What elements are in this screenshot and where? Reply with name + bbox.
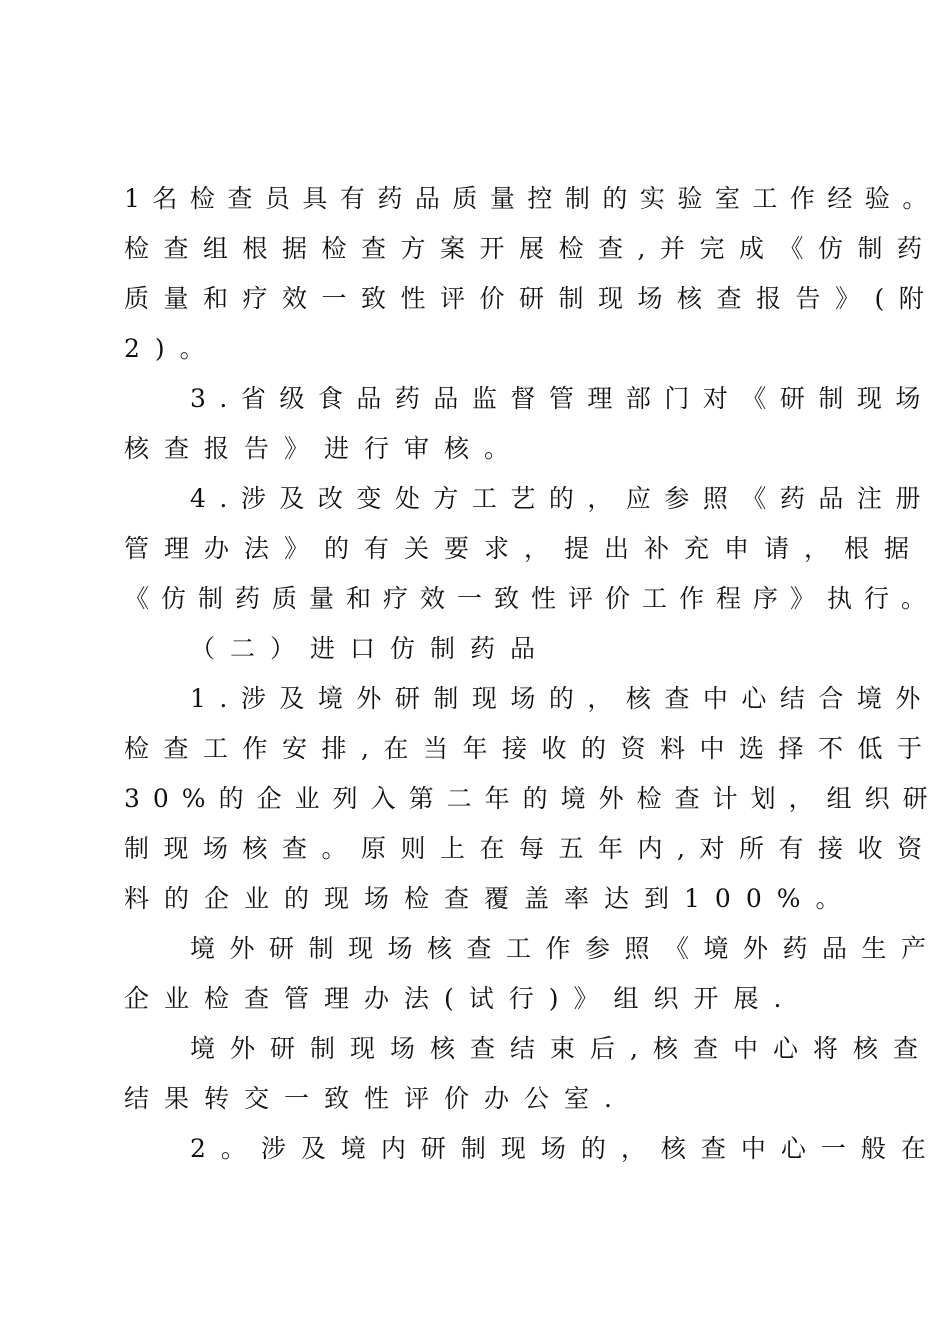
- text-line: 2。涉及境内研制现场的，核查中心一般在: [190, 1134, 941, 1163]
- text-line: 检查组根据检查方案开展检查,并完成《仿制药: [124, 234, 937, 263]
- text-line: 检查工作安排,在当年接收的资料中选择不低于: [124, 734, 937, 763]
- text-line: 4.涉及改变处方工艺的，应参照《药品注册: [190, 484, 934, 513]
- section-heading: （二）进口仿制药品: [190, 634, 551, 663]
- text-line: 制现场核查。原则上在每五年内,对所有接收资: [124, 834, 937, 863]
- text-line: 境外研制现场核查结束后,核查中心将核查: [190, 1034, 933, 1063]
- text-line: 结果转交一致性评价办公室.: [124, 1084, 627, 1113]
- text-line: 30%的企业列入第二年的境外检查计划，组织研: [124, 784, 941, 813]
- text-line: 2)。: [124, 334, 220, 363]
- text-line: 管理办法》的有关要求，提出补充申请，根据: [124, 534, 925, 563]
- text-line: 《仿制药质量和疗效一致性评价工作程序》执行。: [124, 584, 939, 613]
- text-line: 核查报告》进行审核。: [124, 434, 525, 463]
- text-line: 3.省级食品药品监督管理部门对《研制现场: [190, 384, 934, 413]
- text-line: 1.涉及境外研制现场的，核查中心结合境外: [190, 684, 934, 713]
- text-line: 1名检查员具有药品质量控制的实验室工作经验。: [124, 184, 940, 213]
- text-line: 企业检查管理办法(试行)》组织开展.: [124, 984, 797, 1013]
- text-line: 料的企业的现场检查覆盖率达到100%。: [124, 884, 856, 913]
- text-line: 质量和疗效一致性评价研制现场核查报告》(附: [124, 284, 939, 313]
- text-line: 境外研制现场核查工作参照《境外药品生产: [190, 934, 941, 963]
